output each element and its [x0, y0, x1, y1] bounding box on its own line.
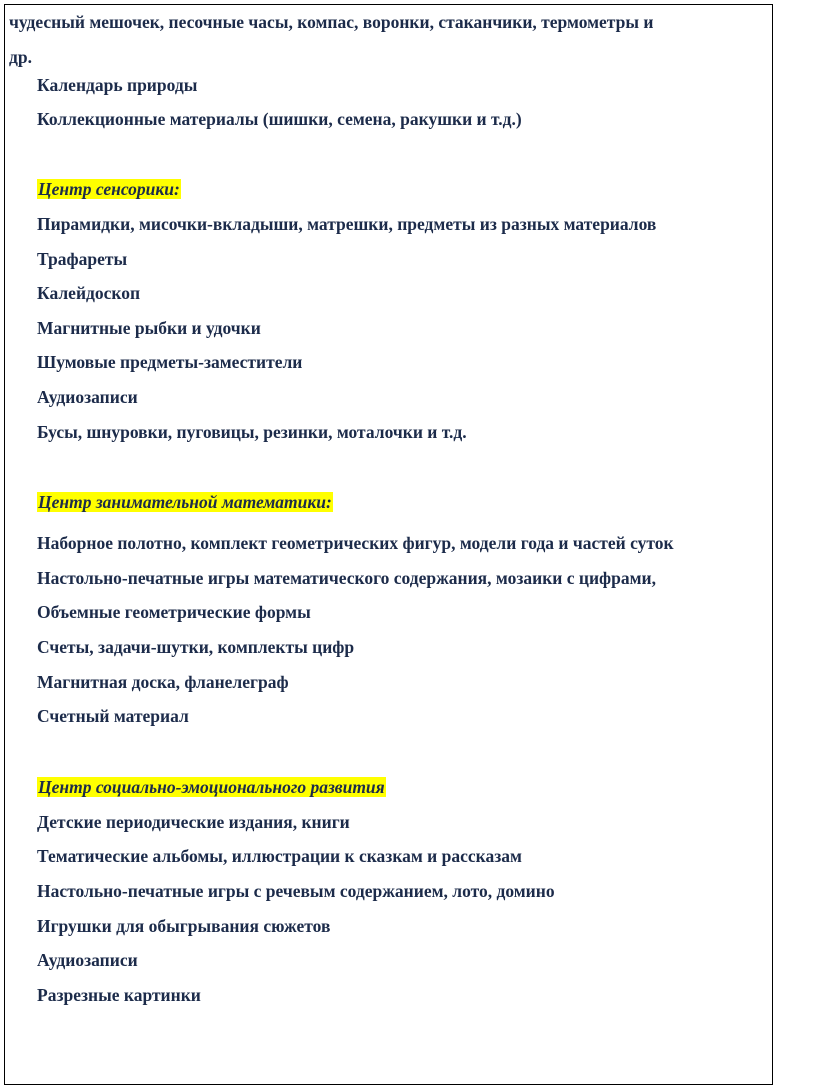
list-item: Наборное полотно, комплект геометрических фигур, модели года и частей суток	[37, 533, 674, 553]
section-heading-text: Центр сенсорики:	[38, 179, 180, 199]
list-item: Трафареты	[37, 249, 128, 269]
list-item: Магнитная доска, фланелеграф	[37, 672, 289, 692]
list-item: Объемные геометрические формы	[37, 602, 311, 622]
list-item: Аудиозаписи	[37, 387, 138, 407]
list-item: Календарь природы	[37, 75, 198, 95]
list-item: Бусы, шнуровки, пуговицы, резинки, моталочки и т.д.	[37, 422, 467, 442]
list-item: Счетный материал	[37, 706, 189, 726]
list-item: Счеты, задачи-шутки, комплекты цифр	[37, 637, 355, 657]
section-heading-text: Центр социально-эмоционального развития	[38, 777, 385, 797]
section-heading-sensory	[37, 178, 181, 200]
intro-line-1: чудесный мешочек, песочные часы, компас, воронки, стаканчики, термометры и	[9, 12, 654, 32]
section-heading-text: Центр занимательной математики:	[38, 492, 332, 512]
section-heading-math	[37, 491, 333, 513]
list-item: Настольно-печатные игры с речевым содержанием, лото, домино	[37, 881, 555, 901]
list-item: Шумовые предметы-заместители	[37, 352, 303, 372]
list-item: Тематические альбомы, иллюстрации к сказкам и рассказам	[37, 846, 522, 866]
list-item: Коллекционные материалы (шишки, семена, ракушки и т.д.)	[37, 109, 522, 129]
list-item: Калейдоскоп	[37, 283, 141, 303]
list-item: Настольно-печатные игры математического содержания, мозаики с цифрами,	[37, 568, 657, 588]
list-item: Аудиозаписи	[37, 950, 138, 970]
list-item: Разрезные картинки	[37, 985, 201, 1005]
list-item: Пирамидки, мисочки-вкладыши, матрешки, предметы из разных материалов	[37, 214, 657, 234]
intro-line-2: др.	[9, 47, 32, 67]
section-heading-social	[37, 776, 386, 798]
list-item: Магнитные рыбки и удочки	[37, 318, 261, 338]
list-item: Игрушки для обыгрывания сюжетов	[37, 916, 331, 936]
list-item: Детские периодические издания, книги	[37, 812, 350, 832]
